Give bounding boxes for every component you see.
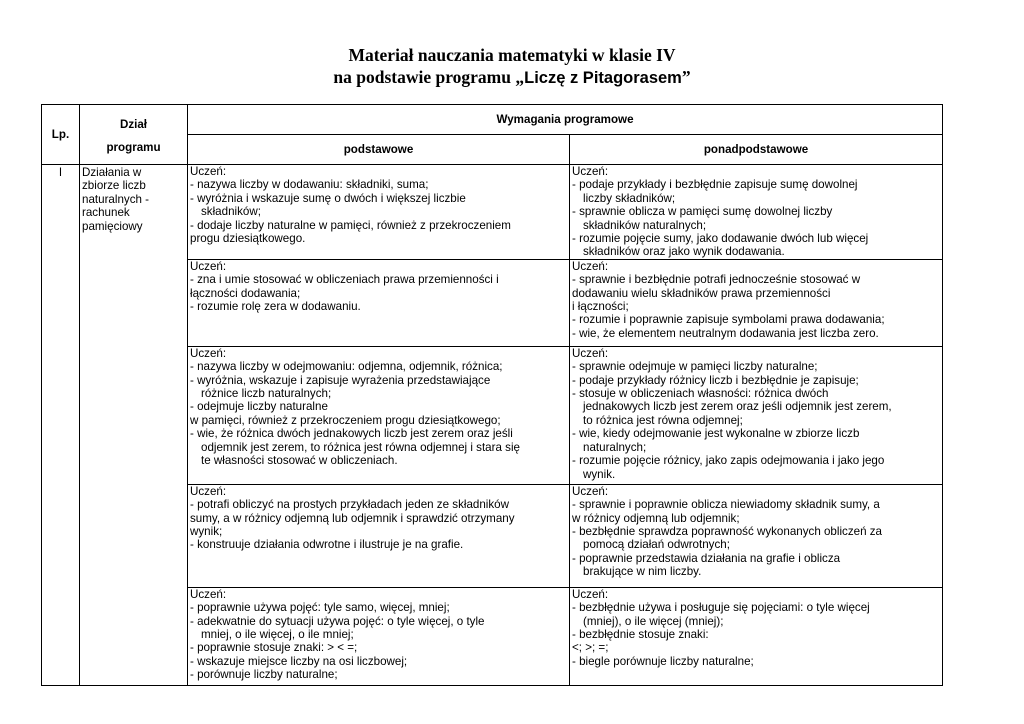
requirement-line: - konstruuje działania odwrotne i ilustruje je na grafie. <box>190 538 464 552</box>
requirement-line: sumy, a w różnicy odjemną lub odjemnik i sprawdzić otrzymany <box>190 511 515 525</box>
requirement-line: - sprawnie i poprawnie oblicza niewiadomy składnik sumy, a <box>572 498 880 512</box>
student-label: Uczeń: <box>190 165 227 178</box>
requirement-line: - rozumie i poprawnie zapisuje symbolami prawa dodawania; <box>572 313 885 327</box>
section-name-line: naturalnych - <box>82 192 150 206</box>
requirement-line: - wie, że elementem neutralnym dodawania jest liczba zero. <box>572 326 879 340</box>
section-name <box>80 165 188 686</box>
header-lp: Lp. <box>42 105 80 165</box>
header-dzial <box>80 105 188 165</box>
student-label: Uczeń: <box>572 259 609 273</box>
requirement-line: - wyróżnia i wskazuje sumę o dwóch i większej liczbie <box>190 191 466 205</box>
cell-ponadpodstawowe <box>570 587 943 685</box>
cell-podstawowe <box>188 346 570 484</box>
requirement-line: - dodaje liczby naturalne w pamięci, również z przekroczeniem <box>190 218 511 232</box>
requirement-line: - sprawnie oblicza w pamięci sumę dowolnej liczby <box>572 205 833 219</box>
requirement-line: - bezbłędnie sprawdza poprawność wykonanych obliczeń za <box>572 525 882 539</box>
requirement-line: w pamięci, również z przekroczeniem progu dziesiątkowego; <box>190 413 501 427</box>
requirement-line: odjemnik jest zerem, to różnica jest równa odjemnej i stara się <box>201 440 520 454</box>
requirement-line: to różnica jest równa odjemnej; <box>583 413 743 427</box>
student-label: Uczeń: <box>572 587 609 601</box>
requirement-line: - porównuje liczby naturalne; <box>190 668 338 682</box>
requirement-line: - sprawnie i bezbłędnie potrafi jednocześnie stosować w <box>572 273 861 287</box>
header-podstawowe: podstawowe <box>188 135 570 165</box>
requirement-line: - sprawnie odejmuje w pamięci liczby naturalne; <box>572 360 818 374</box>
requirement-line: różnice liczb naturalnych; <box>201 387 332 401</box>
requirement-line: wynik. <box>583 467 616 481</box>
header-dzial-line-1: Dział <box>119 117 148 131</box>
requirement-line: składników oraz jako wynik dodawania. <box>583 245 785 259</box>
requirement-line: składników naturalnych; <box>583 218 707 232</box>
requirement-line: - bezbłędnie używa i posługuje się pojęciami: o tyle więcej <box>572 601 870 615</box>
requirement-line: - stosuje w obliczeniach własności: różnica dwóch <box>572 387 829 401</box>
student-label: Uczeń: <box>190 259 227 273</box>
requirement-line: progu dziesiątkowego. <box>190 232 306 246</box>
cell-ponadpodstawowe <box>570 259 943 346</box>
title-line-2-suffix: ” <box>681 67 691 87</box>
cell-podstawowe <box>188 484 570 587</box>
requirement-line: naturalnych; <box>583 440 647 454</box>
requirement-line: - rozumie pojęcie sumy, jako dodawanie dwóch lub więcej <box>572 232 869 246</box>
title-line-2-prefix: na podstawie programu „ <box>333 67 525 87</box>
cell-ponadpodstawowe <box>570 484 943 587</box>
requirement-line: - podaje przykłady i bezbłędnie zapisuje sumę dowolnej <box>572 178 858 192</box>
section-name-line: rachunek <box>82 206 130 220</box>
requirement-line: - poprawnie używa pojęć: tyle samo, więcej, mniej; <box>190 601 450 615</box>
requirement-line: wynik; <box>190 525 223 539</box>
section-number: I <box>42 165 80 686</box>
requirement-line: łączności dodawania; <box>190 286 301 300</box>
cell-ponadpodstawowe <box>570 346 943 484</box>
requirement-line: - wskazuje miejsce liczby na osi liczbowej; <box>190 654 408 668</box>
student-label: Uczeń: <box>572 484 609 498</box>
requirement-line: - potrafi obliczyć na prostych przykładach jeden ze składników <box>190 498 509 512</box>
requirement-line: mniej, o ile więcej, o ile mniej; <box>201 628 354 642</box>
student-label: Uczeń: <box>572 346 609 360</box>
cell-podstawowe <box>188 165 570 260</box>
requirement-line: - nazywa liczby w odejmowaniu: odjemna, odjemnik, różnica; <box>190 360 503 374</box>
requirement-line: - biegle porównuje liczby naturalne; <box>572 654 754 668</box>
title-line-2 <box>0 66 1024 89</box>
table-row <box>42 165 943 260</box>
document-title <box>0 44 1024 89</box>
cell-podstawowe <box>188 259 570 346</box>
section-name-line: Działania w <box>82 166 142 179</box>
requirement-line: <; >; =; <box>572 641 609 655</box>
requirement-line: dodawaniu wielu składników prawa przemienności <box>572 286 831 300</box>
student-label: Uczeń: <box>190 346 227 360</box>
section-name-line: zbiorze liczb <box>82 179 146 193</box>
requirement-line: - rozumie rolę zera w dodawaniu. <box>190 300 361 314</box>
program-name: Liczę z Pitagorasem <box>524 69 682 87</box>
requirement-line: - wie, kiedy odejmowanie jest wykonalne w zbiorze liczb <box>572 427 860 441</box>
title-line-1: Materiał nauczania matematyki w klasie IV <box>348 45 676 65</box>
student-label: Uczeń: <box>572 165 609 178</box>
cell-ponadpodstawowe <box>570 165 943 260</box>
header-dzial-line-2: programu <box>106 141 161 154</box>
requirement-line: - nazywa liczby w dodawaniu: składniki, suma; <box>190 178 429 192</box>
requirement-line: - zna i umie stosować w obliczeniach prawa przemienności i <box>190 273 499 287</box>
requirement-line: i łączności; <box>572 300 629 314</box>
requirement-line: - odejmuje liczby naturalne <box>190 400 328 414</box>
requirement-line: liczby składników; <box>583 191 676 205</box>
requirements-table <box>41 104 943 686</box>
student-label: Uczeń: <box>190 587 227 601</box>
section-name-line: pamięciowy <box>82 219 143 233</box>
requirement-line: brakujące w nim liczby. <box>583 565 702 579</box>
requirement-line: - wie, że różnica dwóch jednakowych liczb jest zerem oraz jeśli <box>190 427 513 441</box>
requirement-line: - podaje przykłady różnicy liczb i bezbłędnie je zapisuje; <box>572 373 859 387</box>
header-wymagania: Wymagania programowe <box>188 105 943 135</box>
requirement-line: - poprawnie stosuje znaki: > < =; <box>190 641 358 655</box>
requirement-line: - bezbłędnie stosuje znaki: <box>572 628 709 642</box>
requirement-line: w różnicy odjemną lub odjemnik; <box>572 511 740 525</box>
requirement-line: jednakowych liczb jest zerem oraz jeśli odjemnik jest zerem, <box>583 400 892 414</box>
requirement-line: (mniej), o ile więcej (mniej); <box>583 614 724 628</box>
requirement-line: składników; <box>201 205 261 219</box>
requirement-line: - rozumie pojęcie różnicy, jako zapis odejmowania i jako jego <box>572 454 885 468</box>
student-label: Uczeń: <box>190 484 227 498</box>
cell-podstawowe <box>188 587 570 685</box>
requirement-line: pomocą działań odwrotnych; <box>583 538 730 552</box>
requirement-line: - poprawnie przedstawia działania na grafie i oblicza <box>572 551 841 565</box>
header-row-1 <box>42 105 943 135</box>
requirement-line: te własności stosować w obliczeniach. <box>201 454 398 468</box>
header-ponadpodstawowe: ponadpodstawowe <box>570 135 943 165</box>
requirement-line: - adekwatnie do sytuacji używa pojęć: o tyle więcej, o tyle <box>190 614 485 628</box>
requirement-line: - wyróżnia, wskazuje i zapisuje wyrażenia przedstawiające <box>190 373 491 387</box>
